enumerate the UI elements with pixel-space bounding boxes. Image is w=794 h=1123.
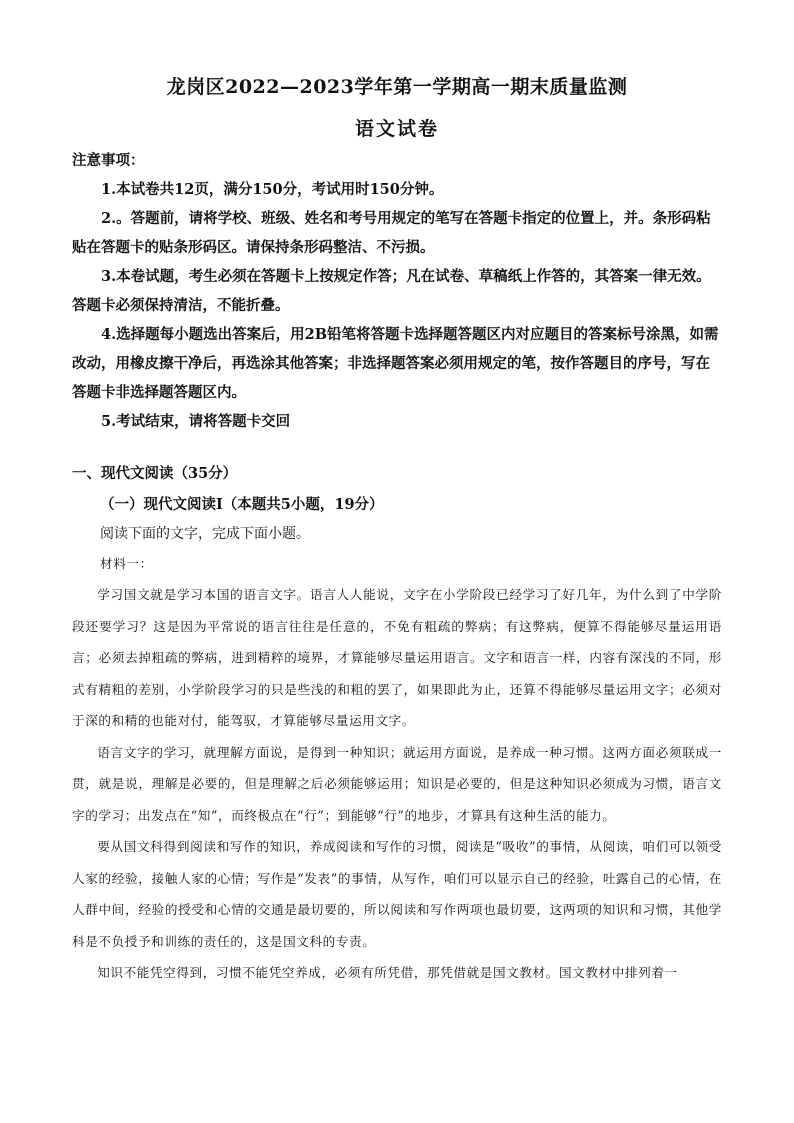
notice-item: 1.本试卷共12页，满分150分，考试用时150分钟。 (101, 181, 444, 198)
notice-item: 5.考试结束，请将答题卡交回 (101, 413, 291, 430)
page-title: 龙岗区2022—2023学年第一学期高一期末质量监测 (166, 76, 628, 98)
notice-item: 4.选择题每小题选出答案后，用2B铅笔将答题卡选择题答题区内对应题目的答案标号涂黑，如需改动，用橡皮擦干净后，再选涂其他答案；非选择题答案必须用规定的笔，按作答题目的序号，写在答题卡非选择题答题区内。 (72, 326, 719, 401)
passage-paragraph: 要从国文科得到阅读和写作的知识，养成阅读和写作的习惯，阅读是“吸收”的事情，从阅读，咱们可以领受人家的经验，接触人家的心情；写作是“发表”的事情，从写作，咱们可以显示自己的经验，吐露自己的心情，在人群中间，经验的授受和心情的交通是最切要的，所以阅读和写作两项也最切要，这两项的知识和习惯，其他学科是不负授予和训练的责任的，这是国文科的专责。 (72, 839, 722, 949)
notice-item: 3.本卷试题，考生必须在答题卡上按规定作答；凡在试卷、草稿纸上作答的，其答案一律无效。答题卡必须保持清洁，不能折叠。 (72, 268, 711, 314)
subsection-heading: （一）现代文阅读Ⅰ（本题共5小题，19分） (100, 496, 384, 513)
page-subtitle: 语文试卷 (354, 118, 439, 140)
reading-passage (72, 579, 722, 989)
section-heading: 一、现代文阅读（35分） (72, 465, 238, 482)
material-label: 材料一： (100, 556, 153, 571)
notice-heading: 注意事项： (72, 152, 145, 169)
passage-paragraph: 知识不能凭空得到，习惯不能凭空养成，必须有所凭借，那凭借就是国文教材。国文教材中排列着一 (97, 965, 678, 980)
reading-instruction: 阅读下面的文字，完成下面小题。 (100, 526, 310, 542)
notice-item: 2.。答题前，请将学校、班级、姓名和考号用规定的笔写在答题卡指定的位置上，并。条形码粘贴在答题卡的贴条形码区。请保持条形码整洁、不污损。 (72, 210, 711, 256)
passage-paragraph: 学习国文就是学习本国的语言文字。语言人人能说，文字在小学阶段已经学习了好几年，为什么到了中学阶段还要学习？这是因为平常说的语言往往是任意的，不免有粗疏的弊病；有这弊病，便算不得能够尽量运用语言；必须去掉粗疏的弊病，进到精粹的境界，才算能够尽量运用语言。文字和语言一样，内容有深浅的不同，形式有精粗的差别，小学阶段学习的只是些浅的和粗的罢了，如果即此为止，还算不得能够尽量运用文字；必须对于深的和精的也能对付，能驾驭，才算能够尽量运用文字。 (72, 587, 722, 728)
notice-section (72, 146, 722, 436)
passage-paragraph: 语言文字的学习，就理解方面说，是得到一种知识；就运用方面说，是养成一种习惯。这两方面必须联成一贯，就是说，理解是必要的，但是理解之后必须能够运用；知识是必要的，但是这种知识必须成为习惯，语言文字的学习；出发点在“知”，而终极点在“行”；到能够“行”的地步，才算具有这种生活的能力。 (72, 744, 722, 823)
